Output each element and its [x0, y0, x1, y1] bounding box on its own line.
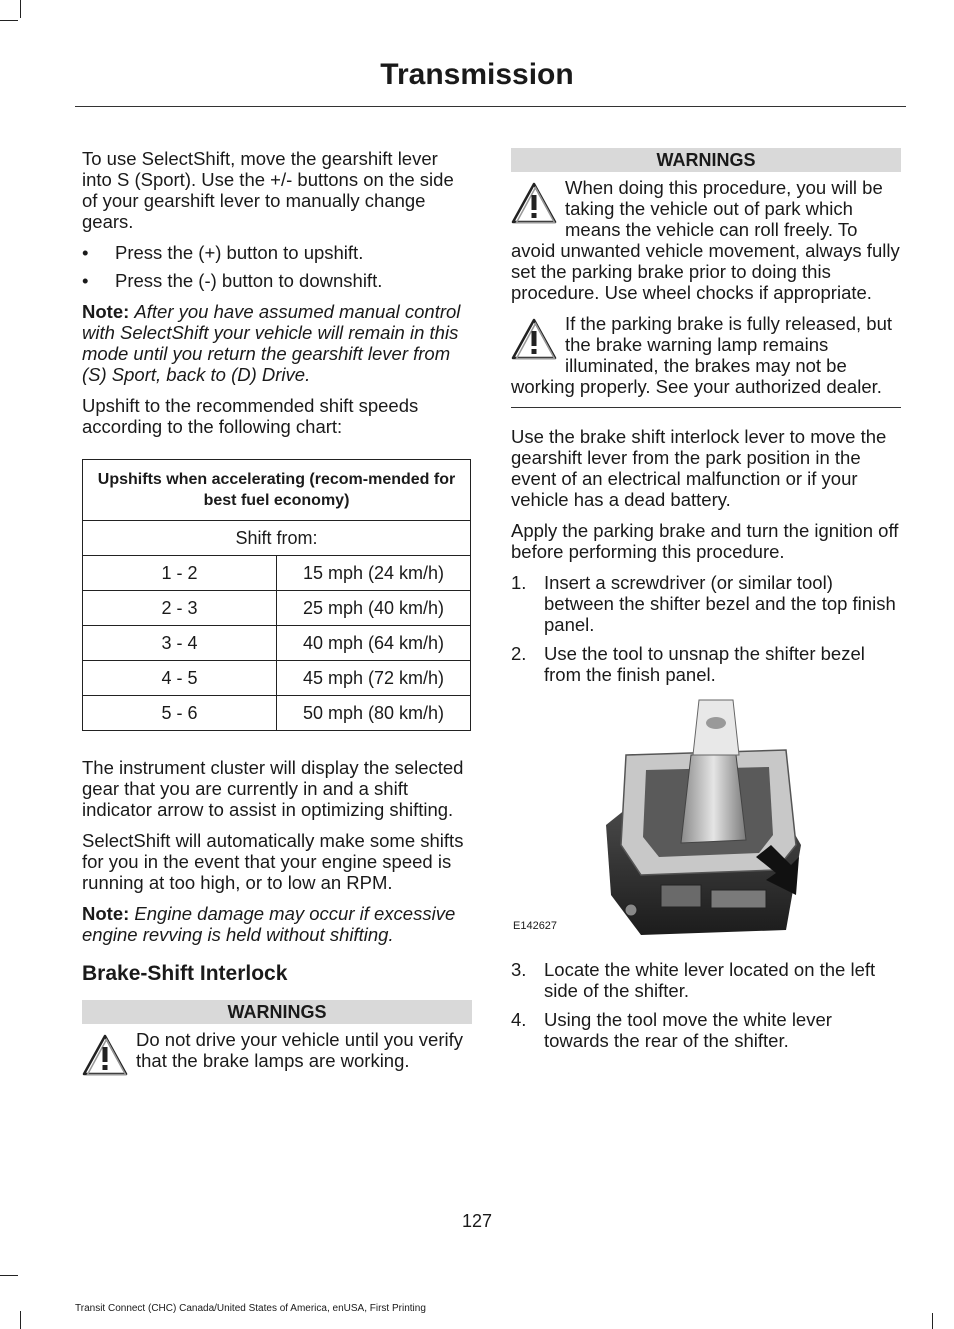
speed-cell: 50 mph (80 km/h) [277, 696, 471, 731]
crop-mark [20, 1311, 21, 1329]
shifter-illustration [511, 695, 900, 945]
step-text: Locate the white lever located on the left side of the shifter. [544, 959, 876, 1001]
crop-mark [932, 1313, 933, 1329]
note-text: After you have assumed manual control with SelectShift your vehicle will remain in this mode until you return the gearshift lever from (S) Sport, back to (D) Drive. [82, 301, 461, 385]
warning-triangle-icon [511, 181, 557, 225]
cluster-paragraph: The instrument cluster will display the selected gear that you are currently in and a shift indicator arrow to assist in optimizing shifting. [82, 757, 464, 820]
note-manual-control [82, 301, 472, 385]
crop-mark [0, 1275, 18, 1276]
step-number: 1. [511, 572, 527, 593]
warning-triangle-icon [82, 1033, 128, 1077]
note-label: Note: [82, 903, 130, 924]
section-heading: Brake-Shift Interlock [82, 962, 288, 985]
table-row [83, 626, 471, 661]
speed-cell: 25 mph (40 km/h) [277, 591, 471, 626]
step-text: Using the tool move the white lever towards the rear of the shifter. [544, 1009, 832, 1051]
step-number: 2. [511, 643, 527, 664]
speed-cell: 15 mph (24 km/h) [277, 556, 471, 591]
table-row [83, 696, 471, 731]
intro-paragraph: To use SelectShift, move the gearshift lever into S (Sport). Use the +/- buttons on the side of your gearshift lever to manually change gears. [82, 148, 454, 232]
footer-text: Transit Connect (CHC) Canada/United States of America, enUSA, First Printing [75, 1303, 426, 1314]
warning-block [511, 313, 901, 397]
warning-triangle-icon [511, 317, 557, 361]
note-label: Note: [82, 301, 130, 322]
figure-code: E142627 [513, 920, 558, 932]
warning-block [511, 177, 901, 303]
note-text: Engine damage may occur if excessive engine revving is held without shifting. [82, 903, 456, 945]
table-row [83, 661, 471, 696]
bullet-item [82, 270, 472, 291]
step-item [511, 1009, 901, 1051]
table-header: Upshifts when accelerating (recom-mended for best fuel economy) [83, 460, 471, 521]
table-row [83, 591, 471, 626]
step-item [511, 643, 901, 685]
upshift-paragraph: Upshift to the recommended shift speeds according to the following chart: [82, 395, 419, 437]
page-title: Transmission [380, 58, 574, 91]
bullet-mark: • [82, 270, 89, 291]
table-row [83, 556, 471, 591]
gear-cell: 4 - 5 [83, 661, 277, 696]
shift-speed-table [82, 459, 471, 731]
gear-cell: 1 - 2 [83, 556, 277, 591]
step-number: 4. [511, 1009, 527, 1030]
bullet-mark: • [82, 242, 89, 263]
step-text: Use the tool to unsnap the shifter bezel from the finish panel. [544, 643, 865, 685]
step-item [511, 959, 901, 1001]
gear-cell: 2 - 3 [83, 591, 277, 626]
gear-cell: 5 - 6 [83, 696, 277, 731]
warnings-header: WARNINGS [82, 1000, 472, 1024]
bullet-text: Press the (-) button to downshift. [115, 270, 383, 291]
left-column [82, 148, 472, 1081]
step-number: 3. [511, 959, 527, 980]
preparation-paragraph: Apply the parking brake and turn the ignition off before performing this procedure. [511, 520, 899, 562]
warning-text: When doing this procedure, you will be taking the vehicle out of park which means the vehicle can roll freely. To avoid unwanted vehicle movement, always fully set the parking brake prior to doing this procedure. Use wheel chocks if appropriate. [511, 177, 900, 303]
note-engine-damage [82, 903, 472, 945]
interlock-paragraph: Use the brake shift interlock lever to move the gearshift lever from the park position in the event of an electrical malfunction or if your vehicle has a dead battery. [511, 426, 887, 510]
warning-block [82, 1029, 472, 1071]
warnings-rule [511, 407, 901, 408]
crop-mark [20, 0, 21, 18]
auto-shift-paragraph: SelectShift will automatically make some shifts for you in the event that your engine speed is running at too high, or to low an RPM. [82, 830, 464, 893]
speed-cell: 40 mph (64 km/h) [277, 626, 471, 661]
shifter-drawing [511, 695, 900, 945]
speed-cell: 45 mph (72 km/h) [277, 661, 471, 696]
right-column [511, 148, 901, 1059]
warning-text: Do not drive your vehicle until you verify that the brake lamps are working. [136, 1029, 463, 1071]
gear-cell: 3 - 4 [83, 626, 277, 661]
warnings-header: WARNINGS [511, 148, 901, 172]
crop-mark [0, 20, 18, 21]
step-item [511, 572, 901, 635]
step-text: Insert a screwdriver (or similar tool) between the shifter bezel and the top finish panel. [544, 572, 896, 635]
title-rule [75, 106, 906, 107]
bullet-item [82, 242, 472, 263]
table-subheader: Shift from: [83, 521, 471, 556]
warning-text: If the parking brake is fully released, but the brake warning lamp remains illuminated, the brakes may not be working properly. See your authorized dealer. [511, 313, 893, 397]
page-number: 127 [461, 1211, 493, 1231]
bullet-text: Press the (+) button to upshift. [115, 242, 364, 263]
